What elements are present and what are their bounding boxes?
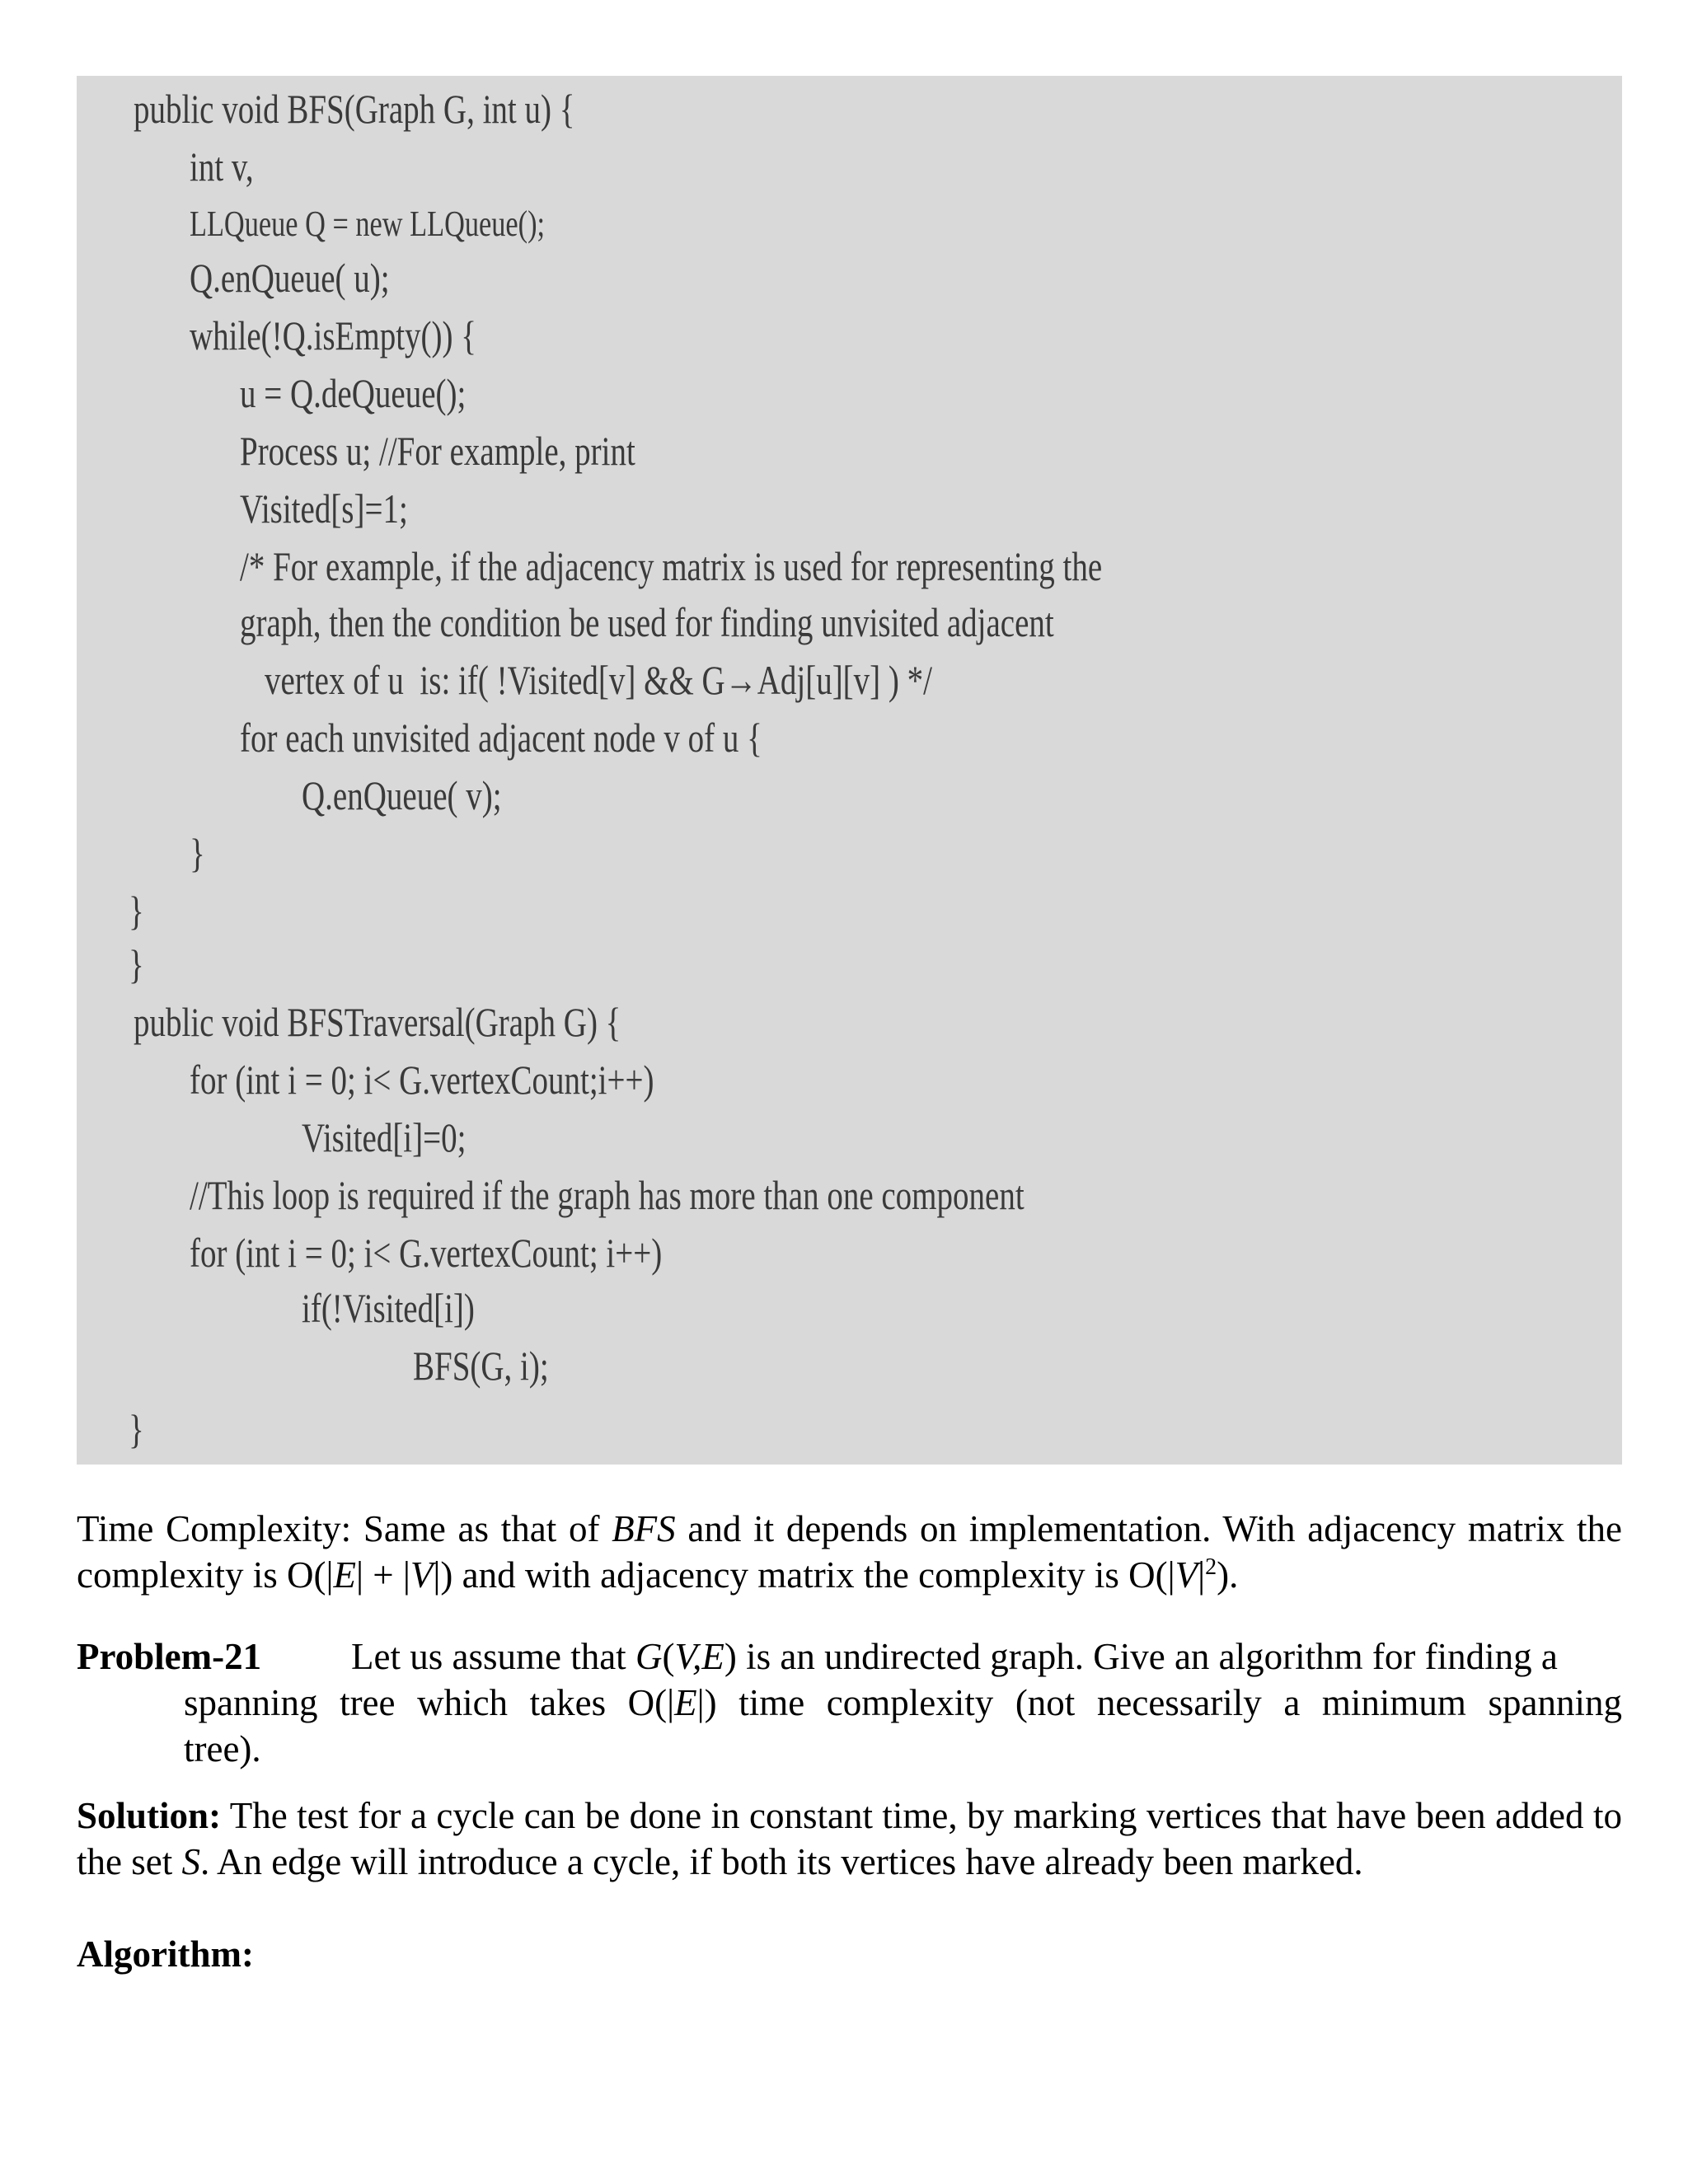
text-run: spanning tree which takes O(| — [184, 1682, 675, 1723]
bfs-term: BFS — [612, 1508, 676, 1549]
text-run: Let us assume that — [351, 1636, 635, 1677]
text-run: The test for a cycle can be done in constant time, by marking vertices that have been added to the set — [77, 1795, 1622, 1882]
code-line: for each unvisited adjacent node v of u { — [240, 715, 762, 761]
set-symbol: S — [181, 1841, 200, 1882]
code-line: /* For example, if the adjacency matrix is used for representing the — [240, 543, 1103, 589]
code-line: } — [129, 941, 144, 987]
problem-line-1 — [351, 1633, 1622, 1680]
code-line: Visited[i]=0; — [302, 1114, 467, 1160]
code-line: public void BFSTraversal(Graph G) { — [134, 999, 621, 1045]
code-line: Visited[s]=1; — [240, 485, 408, 532]
graph-symbol: G — [635, 1636, 663, 1677]
code-line: } — [129, 888, 144, 934]
text-run: ) is an undirected graph. Give an algorithm for finding a — [724, 1636, 1558, 1677]
code-line: public void BFS(Graph G, int u) { — [134, 86, 575, 132]
text-run: ). — [1217, 1554, 1239, 1596]
solution-label: Solution: — [77, 1795, 222, 1836]
problem-21 — [77, 1633, 1622, 1774]
code-line: graph, then the condition be used for finding unvisited adjacent — [240, 599, 1054, 645]
text-run: | + | — [355, 1554, 410, 1596]
code-line: u = Q.deQueue(); — [240, 370, 467, 416]
vertex-symbol: V — [410, 1554, 434, 1596]
code-line: vertex of u is: if( !Visited[v] && G→Adj[u][v] ) */ — [265, 657, 932, 703]
text-run: | — [1198, 1554, 1206, 1596]
code-line: for (int i = 0; i< G.vertexCount;i++) — [190, 1057, 654, 1103]
text-run: |) and with adjacency matrix the complexity is O(| — [433, 1554, 1175, 1596]
code-line: BFS(G, i); — [413, 1343, 549, 1389]
text-run: Time Complexity: Same as that of — [77, 1508, 612, 1549]
code-line: Process u; //For example, print — [240, 428, 635, 474]
code-line: for (int i = 0; i< G.vertexCount; i++) — [190, 1230, 663, 1276]
graph-args: V,E — [674, 1636, 724, 1677]
text-run: ( — [662, 1636, 675, 1677]
code-line: Q.enQueue( u); — [190, 255, 390, 301]
exponent: 2 — [1205, 1554, 1217, 1580]
code-line: //This loop is required if the graph has more than one component — [190, 1172, 1025, 1218]
code-line: int v, — [190, 143, 254, 190]
code-line: while(!Q.isEmpty()) { — [190, 312, 476, 359]
edge-symbol: E — [674, 1682, 697, 1723]
code-line: LLQueue Q = new LLQueue(); — [190, 204, 546, 244]
code-line: Q.enQueue( v); — [302, 772, 502, 818]
time-complexity-paragraph — [77, 1506, 1622, 1598]
problem-line-2 — [184, 1680, 1622, 1726]
code-line: } — [129, 1406, 144, 1452]
code-listing — [77, 76, 1622, 1465]
edge-symbol: E — [333, 1554, 356, 1596]
text-run: |) time complexity (not necessarily a minimum spanning — [696, 1682, 1622, 1723]
problem-line-3: tree). — [184, 1728, 261, 1769]
problem-label: Problem-21 — [77, 1636, 262, 1677]
algorithm-heading: Algorithm: — [77, 1933, 254, 1975]
solution-paragraph — [77, 1793, 1622, 1885]
text-run: . An edge will introduce a cycle, if both its vertices have already been marked. — [199, 1841, 1363, 1882]
vertex-symbol: V — [1175, 1554, 1198, 1596]
text-run: and it depends on implementation. With adjacency matrix the complexity is O(| — [77, 1508, 1622, 1596]
code-line: } — [190, 830, 205, 876]
code-line: if(!Visited[i]) — [302, 1285, 475, 1331]
